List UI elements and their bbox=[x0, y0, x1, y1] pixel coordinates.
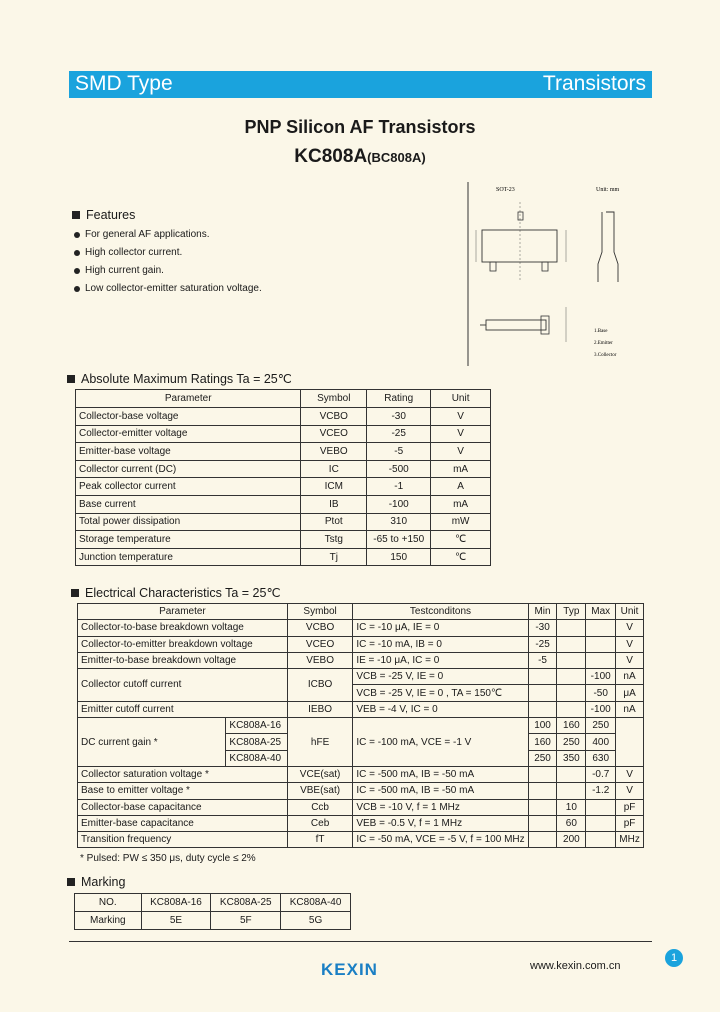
feature-item: High current gain. bbox=[74, 265, 262, 276]
website-url[interactable]: www.kexin.com.cn bbox=[530, 960, 621, 972]
table-row: Collector-base voltage VCBO -30 V bbox=[76, 408, 491, 426]
feature-item: High collector current. bbox=[74, 247, 262, 258]
footer-divider bbox=[69, 941, 652, 942]
elec-heading: Electrical Characteristics Ta = 25℃ bbox=[71, 585, 280, 600]
bullet-icon bbox=[74, 268, 80, 274]
marking-table bbox=[74, 893, 351, 930]
table-header-row: NO. KC808A-16 KC808A-25 KC808A-40 bbox=[75, 894, 351, 912]
table-row: Collector cutoff current ICBO VCB = -25 V, IE = 0 -100 nA bbox=[78, 669, 644, 685]
table-row: Junction temperature Tj 150 ℃ bbox=[76, 548, 491, 566]
header-cell: Parameter bbox=[78, 604, 288, 620]
table-row: Base current IB -100 mA bbox=[76, 495, 491, 513]
table-row: Collector saturation voltage * VCE(sat) IC = -500 mA, IB = -50 mA -0.7 V bbox=[78, 766, 644, 782]
pulse-footnote: * Pulsed: PW ≤ 350 μs, duty cycle ≤ 2% bbox=[80, 853, 256, 864]
square-bullet-icon bbox=[67, 878, 75, 886]
pin-label: 1.Base bbox=[594, 329, 608, 334]
package-outline-drawing bbox=[466, 182, 644, 366]
table-row: Collector-base capacitance Ccb VCB = -10 V, f = 1 MHz 10 pF bbox=[78, 799, 644, 815]
features-heading: Features bbox=[72, 208, 135, 222]
marking-heading: Marking bbox=[67, 875, 125, 889]
table-row: Emitter-base voltage VEBO -5 V bbox=[76, 443, 491, 461]
header-cell: Typ bbox=[557, 604, 586, 620]
part-number bbox=[0, 146, 720, 168]
header-cell: Parameter bbox=[76, 390, 301, 408]
header-category: SMD Type bbox=[75, 72, 173, 95]
square-bullet-icon bbox=[71, 589, 79, 597]
header-type: Transistors bbox=[542, 72, 646, 95]
table-row: Collector current (DC) IC -500 mA bbox=[76, 460, 491, 478]
table-row: KC808A-25 160 250 400 bbox=[78, 734, 644, 750]
header-cell: Testconditons bbox=[353, 604, 528, 620]
header-cell: Unit bbox=[431, 390, 491, 408]
square-bullet-icon bbox=[67, 375, 75, 383]
header-cell: Max bbox=[586, 604, 616, 620]
table-row: Base to emitter voltage * VBE(sat) IC = -500 mA, IB = -50 mA -1.2 V bbox=[78, 783, 644, 799]
kexin-logo: KEXIN bbox=[321, 960, 378, 979]
header-cell: Unit bbox=[616, 604, 644, 620]
abs-max-table bbox=[75, 389, 491, 566]
header-bar bbox=[69, 71, 652, 98]
feature-item: For general AF applications. bbox=[74, 229, 262, 240]
feature-item: Low collector-emitter saturation voltage. bbox=[74, 283, 262, 294]
table-row: Collector-to-base breakdown voltage VCBO IC = -10 μA, IE = 0 -30 V bbox=[78, 620, 644, 636]
header-cell: Symbol bbox=[287, 604, 352, 620]
header-cell: Rating bbox=[367, 390, 431, 408]
table-row: Marking 5E 5F 5G bbox=[75, 912, 351, 930]
table-row: Emitter cutoff current IEBO VEB = -4 V, IC = 0 -100 nA bbox=[78, 701, 644, 717]
table-row: DC current gain * KC808A-16 hFE IC = -100 mA, VCE = -1 V 100 160 250 bbox=[78, 718, 644, 734]
features-list bbox=[74, 229, 262, 301]
part-number-main: KC808A bbox=[294, 146, 368, 167]
table-row: KC808A-40 250 350 630 bbox=[78, 750, 644, 766]
package-unit-label: Unit: mm bbox=[596, 187, 620, 193]
abs-max-heading: Absolute Maximum Ratings Ta = 25℃ bbox=[67, 371, 292, 386]
header-cell: Min bbox=[528, 604, 557, 620]
table-row: Transition frequency fT IC = -50 mA, VCE = -5 V, f = 100 MHz 200 MHz bbox=[78, 832, 644, 848]
table-row: Storage temperature Tstg -65 to +150 ℃ bbox=[76, 531, 491, 549]
page-number-badge: 1 bbox=[665, 949, 683, 967]
table-header-row bbox=[78, 604, 644, 620]
table-row: Emitter-to-base breakdown voltage VEBO IE = -10 μA, IC = 0 -5 V bbox=[78, 652, 644, 668]
table-row: VCB = -25 V, IE = 0 , TA = 150℃ -50 μA bbox=[78, 685, 644, 701]
bullet-icon bbox=[74, 286, 80, 292]
header-cell: Symbol bbox=[301, 390, 367, 408]
table-row: Collector-to-emitter breakdown voltage VCEO IC = -10 mA, IB = 0 -25 V bbox=[78, 636, 644, 652]
table-header-row bbox=[76, 390, 491, 408]
pin-label: 2.Emitter bbox=[594, 341, 613, 346]
table-row: Emitter-base capacitance Ceb VEB = -0.5 V, f = 1 MHz 60 pF bbox=[78, 815, 644, 831]
bullet-icon bbox=[74, 232, 80, 238]
package-label: SOT-23 bbox=[496, 187, 515, 193]
elec-char-table bbox=[77, 603, 644, 848]
pin-label: 3.Collector bbox=[594, 353, 617, 358]
table-row: Total power dissipation Ptot 310 mW bbox=[76, 513, 491, 531]
square-bullet-icon bbox=[72, 211, 80, 219]
page-title: PNP Silicon AF Transistors bbox=[244, 117, 476, 137]
table-row: Peak collector current ICM -1 A bbox=[76, 478, 491, 496]
bullet-icon bbox=[74, 250, 80, 256]
table-row: Collector-emitter voltage VCEO -25 V bbox=[76, 425, 491, 443]
part-number-alt: (BC808A) bbox=[367, 150, 426, 165]
